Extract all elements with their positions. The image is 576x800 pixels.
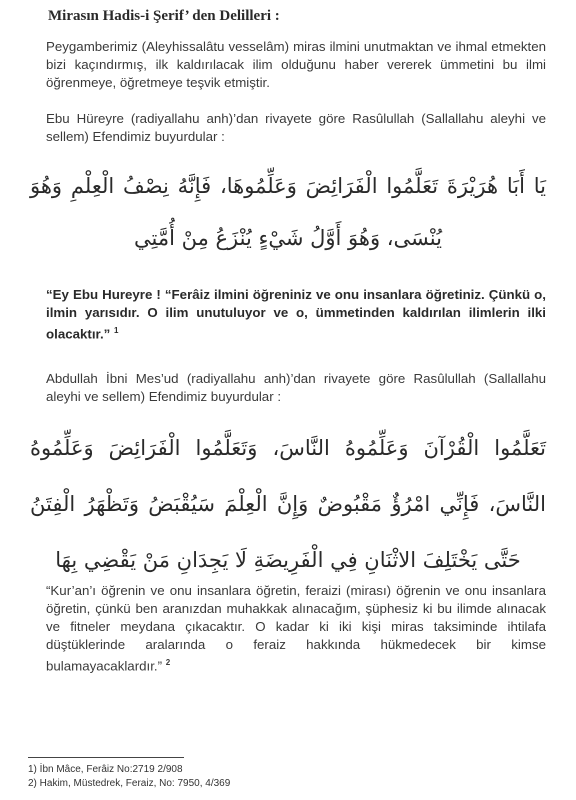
hadith-translation-1 [46, 286, 546, 343]
footnote-ref-2: 2 [165, 658, 171, 667]
hadith-translation-2 [46, 582, 546, 675]
footnote-1: 1) İbn Mâce, Ferâiz No:2719 2/908 [28, 764, 183, 775]
hadith-translation-1-text: “Ey Ebu Hureyre ! “Ferâiz ilmini öğreniniz ve onu insanlara öğretiniz. Çünkü o, ilmin yarısıdır. O ilim unutuluyor ve o, ümmetinden kaldırılan ilimlerin ilki olacaktır.” [46, 287, 546, 342]
narration-intro-paragraph-2: Abdullah İbni Mes’ud (radiyallahu anh)’dan rivayete göre Rasûlullah (Sallallahu aleyhi ve sellem) Efendimiz buyurdular : [46, 371, 546, 404]
footnote-ref-1: 1 [114, 326, 119, 335]
intro-paragraph: Peygamberimiz (Aleyhissalâtu vesselâm) miras ilmini unutmaktan ve ihmal etmekten bizi kaçındırmış, ilk kaldırılacak ilim olduğunu haber vererek ümmetini bu ilmi öğrenmeye, öğretmeye teşvik etmiştir. [46, 39, 546, 90]
narration-intro-paragraph: Ebu Hüreyre (radiyallahu anh)’dan rivayete göre Rasûlullah (Sallallahu aleyhi ve sellem) Efendimiz buyurdular : [46, 111, 546, 144]
hadith-translation-2-text: “Kur’an’ı öğrenin ve onu insanlara öğretin, feraizi (mirası) öğrenin ve onu insanlara öğretin, çünkü ben aranızdan muhakkak alınacağım, şüphesiz ki bu ilimde alınacak ve fitneler meydana çıkacaktır. O kadar ki iki kişi miras taksiminde ihtilafa düştüklerinde aralarında o feraiz hakkında hükmedecek bir kimse bulamayacaklardır.” [46, 583, 546, 674]
footnote-2: 2) Hakim, Müstedrek, Feraiz, No: 7950, 4/369 [28, 778, 231, 789]
footnote-divider [28, 757, 184, 758]
arabic-hadith-2: تَعَلَّمُوا الْقُرْآنَ وَعَلِّمُوهُ النَّاسَ، وَتَعَلَّمُوا الْفَرَائِضَ وَعَلِّمُوهُ النَّاسَ، فَإِنِّي امْرُؤٌ مَقْبُوضٌ وَإِنَّ الْعِلْمَ سَيُقْبَضُ وَتَظْهَرُ الْفِتَنُ حَتَّى يَخْتَلِفَ الاثْنَانِ فِي الْفَرِيضَةِ لَا يَجِدَانِ مَنْ يَقْضِي بِهَا [30, 436, 546, 572]
footnotes [28, 763, 548, 791]
arabic-hadith-1: يَا أَبَا هُرَيْرَةَ تَعَلَّمُوا الْفَرَائِضَ وَعَلِّمُوهَا، فَإِنَّهُ نِصْفُ الْعِلْمِ وَهُوَ يُنْسَى، وَهُوَ أَوَّلُ شَيْءٍ يُنْزَعُ مِنْ أُمَّتِي [30, 174, 546, 250]
section-heading: Mirasın Hadis-i Şerif’ den Delilleri : [48, 8, 280, 24]
